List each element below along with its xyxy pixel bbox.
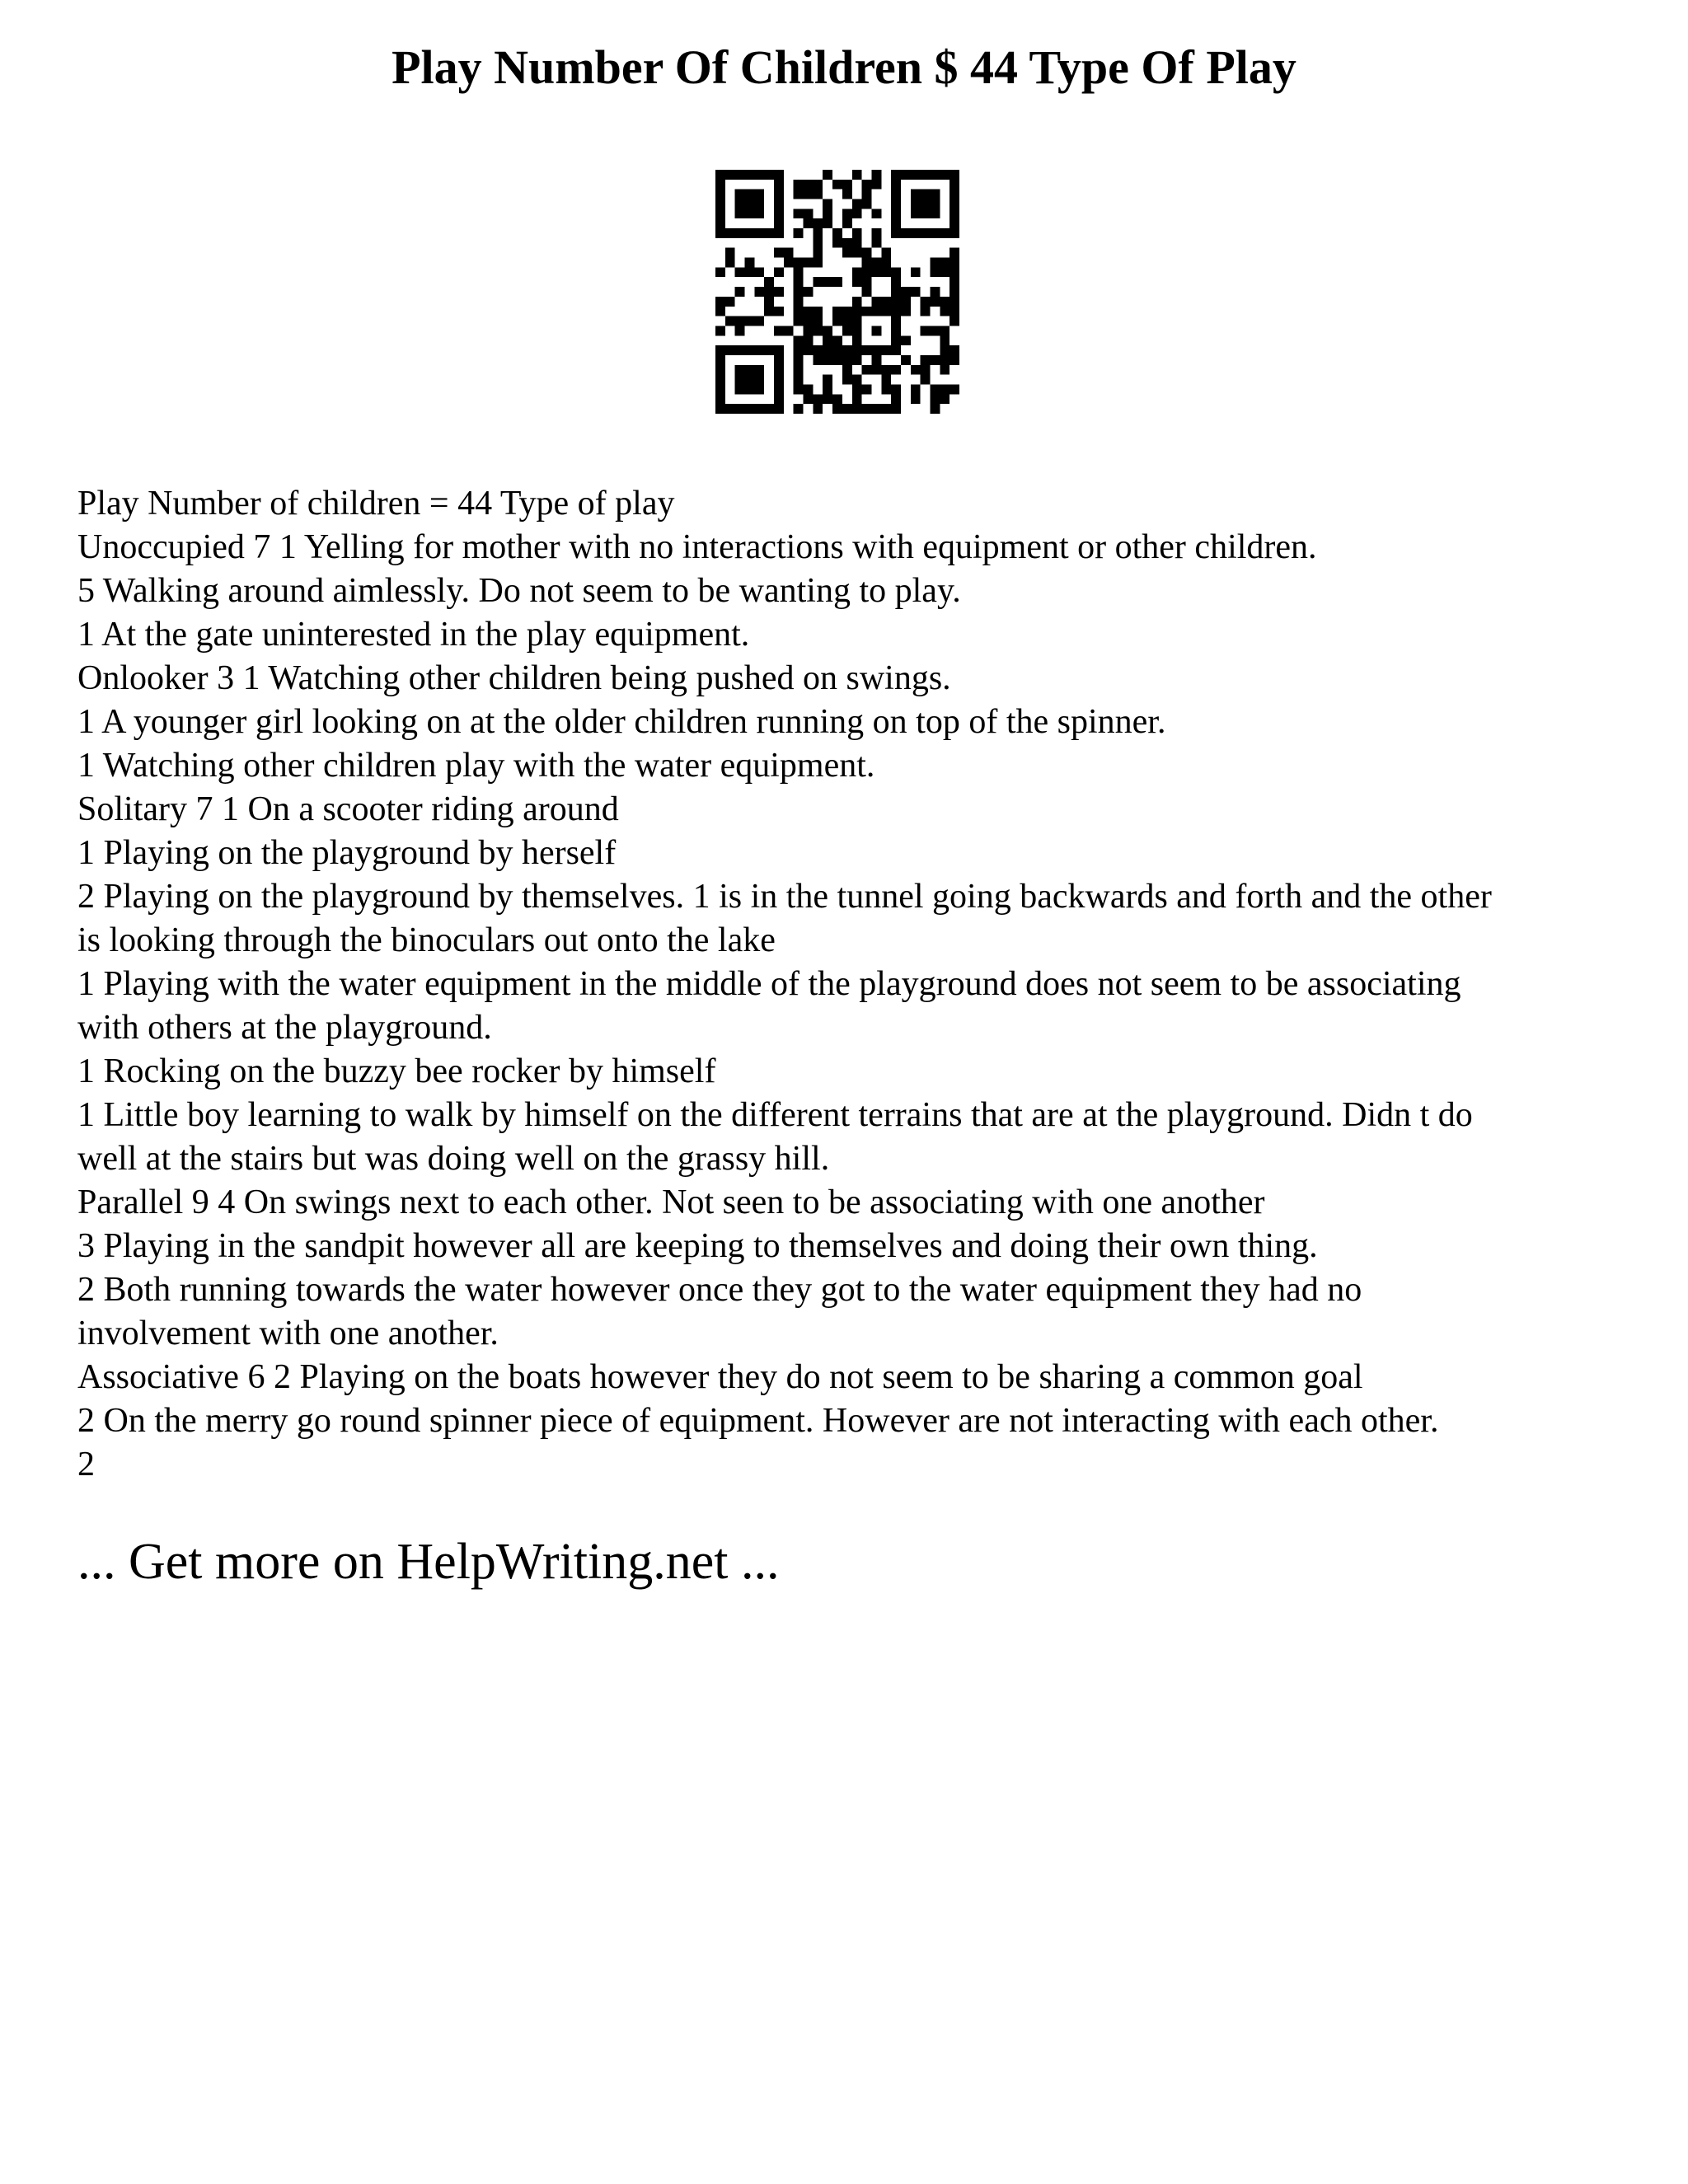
body-line: Solitary 7 1 On a scooter riding around: [77, 790, 619, 828]
body-line: Onlooker 3 1 Watching other children being pushed on swings.: [77, 659, 951, 697]
body-line: is looking through the binoculars out onto the lake: [77, 921, 776, 959]
get-more-link[interactable]: ... Get more on HelpWriting.net ...: [77, 1534, 780, 1590]
body-line: 1 Playing on the playground by herself: [77, 834, 617, 872]
qr-code-icon: [715, 170, 959, 414]
body-line: 1 A younger girl looking on at the older children running on top of the spinner.: [77, 703, 1166, 741]
body-line: with others at the playground.: [77, 1009, 492, 1047]
body-line: 5 Walking around aimlessly. Do not seem to be wanting to play.: [77, 572, 961, 610]
body-line: 2 Playing on the playground by themselves. 1 is in the tunnel going backwards and forth and the other: [77, 878, 1492, 916]
body-line: Play Number of children = 44 Type of play: [77, 485, 675, 523]
body-line: 1 At the gate uninterested in the play equipment.: [77, 616, 750, 654]
body-line: 1 Little boy learning to walk by himself on the different terrains that are at the playground. Didn t do: [77, 1096, 1473, 1134]
body-line: involvement with one another.: [77, 1315, 499, 1352]
body-line: 1 Playing with the water equipment in the middle of the playground does not seem to be associating: [77, 965, 1461, 1003]
body-line: 2: [77, 1446, 95, 1483]
body-line: well at the stairs but was doing well on the grassy hill.: [77, 1140, 830, 1178]
body-line: 2 Both running towards the water however once they got to the water equipment they had no: [77, 1271, 1362, 1309]
document-title: Play Number Of Children $ 44 Type Of Play: [392, 40, 1296, 94]
body-line: Parallel 9 4 On swings next to each other. Not seen to be associating with one another: [77, 1183, 1265, 1221]
body-line: Associative 6 2 Playing on the boats however they do not seem to be sharing a common goal: [77, 1358, 1363, 1396]
document-body: [77, 482, 1627, 1487]
body-line: 2 On the merry go round spinner piece of equipment. However are not interacting with each other.: [77, 1402, 1439, 1440]
body-line: 1 Rocking on the buzzy bee rocker by himself: [77, 1052, 716, 1090]
body-line: 3 Playing in the sandpit however all are keeping to themselves and doing their own thing.: [77, 1227, 1318, 1265]
body-line: 1 Watching other children play with the water equipment.: [77, 747, 875, 785]
body-line: Unoccupied 7 1 Yelling for mother with no interactions with equipment or other children.: [77, 528, 1317, 566]
